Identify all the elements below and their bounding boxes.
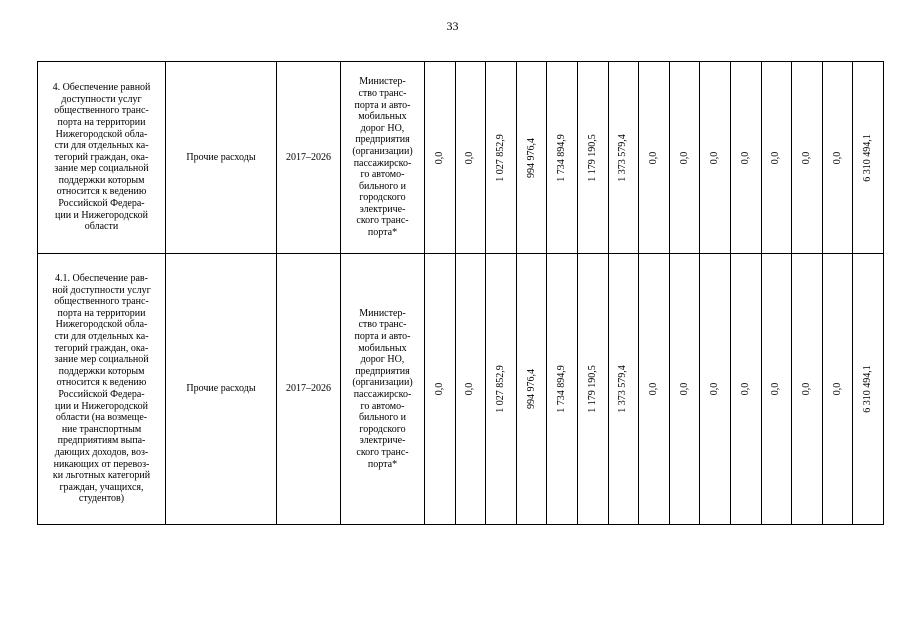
executor-line: (организации)	[352, 145, 413, 157]
measure-description-line: поддержки которым	[58, 365, 145, 377]
funding-value: 1 734 894,9	[556, 365, 568, 413]
executor-cell	[341, 254, 425, 525]
measure-description-line: ки льготных категорий	[52, 470, 151, 482]
measure-description-line: доступности услуг	[61, 93, 142, 105]
funding-value: 994 976,4	[525, 137, 537, 178]
executor-line: порта*	[367, 458, 398, 470]
funding-value: 0,0	[801, 382, 813, 396]
funding-value-cell	[853, 254, 884, 525]
executor-line: Министер-	[359, 76, 406, 88]
executor-line: го автомо-	[360, 400, 405, 412]
funding-value-cell	[639, 62, 670, 254]
measure-description-line: зание мер социальной	[54, 354, 149, 366]
funding-value: 1 179 190,5	[586, 133, 598, 182]
executor-line: го автомо-	[360, 169, 405, 181]
executor-line: порта*	[367, 227, 398, 239]
funding-value-cell	[516, 254, 547, 525]
measure-description-line: области	[84, 221, 119, 233]
page-number: 33	[446, 19, 459, 33]
funding-value: 994 976,4	[525, 369, 537, 409]
funding-value: 1 027 852,9	[495, 133, 507, 182]
executor-line: дорог НО,	[360, 122, 405, 134]
measure-description-line: граждан, учащихся,	[59, 481, 144, 493]
measure-description-line: Российской Федера-	[58, 198, 145, 210]
funding-value: 0,0	[831, 151, 843, 164]
funding-value-cell	[425, 254, 456, 525]
funding-value-cell	[639, 254, 670, 525]
funding-value: 0,0	[648, 151, 660, 164]
funding-value-cell	[792, 62, 823, 254]
executor-line: предприятия	[355, 365, 410, 377]
executor-line: предприятия	[355, 134, 410, 146]
measure-description-line: поддержки которым	[58, 174, 145, 186]
executor-line: мобильных	[358, 111, 407, 123]
funding-value-cell	[547, 254, 578, 525]
measure-description-line: дающих доходов, воз-	[54, 446, 149, 458]
funding-value-cell	[669, 62, 700, 254]
funding-value: 0,0	[739, 382, 751, 396]
funding-value-cell	[730, 62, 761, 254]
measure-description-line: зание мер социальной	[54, 163, 149, 175]
table-row	[38, 62, 884, 254]
executor-line: порта и авто-	[354, 331, 411, 343]
funding-value-cell	[853, 62, 884, 254]
funding-value: 0,0	[434, 151, 445, 164]
measure-description-line: общественного транс-	[54, 296, 149, 308]
funding-value: 0,0	[709, 382, 721, 396]
funding-value: 0,0	[678, 382, 690, 396]
funding-value-cell	[425, 62, 456, 254]
executor-line: пассажирско-	[353, 157, 412, 169]
funding-value: 1 027 852,9	[495, 365, 507, 413]
funding-value: 6 310 494,1	[862, 133, 874, 182]
measure-description-line: порта на территории	[57, 307, 146, 319]
executor-line: ского транс-	[356, 446, 409, 458]
funding-value-cell	[761, 254, 792, 525]
executor-line: бильного и	[358, 180, 407, 192]
executor-line: дорог НО,	[360, 354, 405, 366]
funding-value-cell	[486, 62, 517, 254]
budget-table	[37, 61, 884, 525]
measure-description-line: сти для отдельных ка-	[54, 331, 149, 343]
funding-value-cell	[577, 62, 608, 254]
funding-value-cell	[608, 62, 639, 254]
measure-description-line: 4.1. Обеспечение рав-	[55, 273, 148, 285]
executor-line: ского транс-	[356, 215, 409, 227]
table-row	[38, 254, 884, 525]
funding-value-cell	[761, 62, 792, 254]
funding-value-cell	[669, 254, 700, 525]
measure-description-line: тегорий граждан, ока-	[54, 342, 149, 354]
measure-description-line: области (на возмеще-	[55, 412, 148, 424]
funding-value: 1 373 579,4	[617, 133, 629, 182]
measure-description-line: ции и Нижегородской	[55, 209, 148, 221]
executor-line: (организации)	[352, 377, 413, 389]
funding-value-cell	[608, 254, 639, 525]
funding-value: 0,0	[770, 382, 782, 396]
executor-line: электриче-	[359, 435, 406, 447]
executor-line: Министер-	[359, 307, 406, 319]
funding-value: 0,0	[678, 151, 690, 164]
funding-value: 0,0	[801, 151, 813, 164]
period-cell: 2017–2026	[277, 62, 341, 254]
measure-description-line: порта на территории	[57, 116, 146, 128]
funding-value: 0,0	[464, 151, 476, 164]
funding-value-cell	[822, 62, 853, 254]
funding-value-cell	[486, 254, 517, 525]
measure-description-line: ной доступности услуг	[52, 284, 151, 296]
measure-description-line: относится к ведению	[56, 377, 147, 389]
funding-value: 6 310 494,1	[862, 365, 874, 413]
funding-value: 1 373 579,4	[617, 365, 629, 413]
funding-value-cell	[822, 254, 853, 525]
measure-description-cell	[38, 62, 166, 254]
expense-type-cell: Прочие расходы	[166, 62, 277, 254]
measure-description-cell	[38, 254, 166, 525]
period-cell: 2017–2026	[277, 254, 341, 525]
measure-description-line: ции и Нижегородской	[55, 400, 148, 412]
funding-value: 0,0	[739, 151, 751, 164]
funding-value-cell	[792, 254, 823, 525]
executor-line: порта и авто-	[354, 99, 411, 111]
funding-value-cell	[700, 62, 731, 254]
measure-description-line: сти для отдельных ка-	[54, 140, 149, 152]
measure-description-line: Нижегородской обла-	[55, 128, 148, 140]
funding-value-cell	[455, 62, 486, 254]
executor-line: ство транс-	[358, 87, 407, 99]
funding-value: 0,0	[648, 382, 660, 396]
measure-description-line: ние транспортным	[61, 423, 142, 435]
funding-value-cell	[700, 254, 731, 525]
measure-description-line: студентов)	[78, 493, 125, 505]
funding-value-cell	[730, 254, 761, 525]
measure-description-line: никающих от перевоз-	[53, 458, 150, 470]
funding-value: 0,0	[464, 382, 476, 396]
executor-line: электриче-	[359, 203, 406, 215]
measure-description-line: общественного транс-	[54, 105, 149, 117]
executor-line: городского	[359, 192, 406, 204]
measure-description-line: Российской Федера-	[58, 389, 145, 400]
funding-value: 0,0	[709, 151, 721, 164]
funding-value-cell	[577, 254, 608, 525]
funding-value: 0,0	[434, 382, 445, 396]
executor-line: бильного и	[358, 412, 407, 424]
funding-value: 1 179 190,5	[586, 365, 598, 413]
measure-description-line: предприятиям выпа-	[57, 435, 146, 447]
funding-value-cell	[547, 62, 578, 254]
funding-value-cell	[516, 62, 547, 254]
measure-description-line: относится к ведению	[56, 186, 147, 198]
executor-line: ство транс-	[358, 319, 407, 331]
measure-description-line: 4. Обеспечение равной	[52, 82, 151, 94]
funding-value: 1 734 894,9	[556, 133, 568, 182]
measure-description-line: тегорий граждан, ока-	[54, 151, 149, 163]
funding-value-cell	[455, 254, 486, 525]
executor-line: мобильных	[358, 342, 407, 354]
measure-description-line: Нижегородской обла-	[55, 319, 148, 331]
funding-value: 0,0	[831, 382, 843, 396]
executor-cell	[341, 62, 425, 254]
executor-line: городского	[359, 423, 406, 435]
funding-value: 0,0	[770, 151, 782, 164]
expense-type-cell: Прочие расходы	[166, 254, 277, 525]
executor-line: пассажирско-	[353, 389, 412, 400]
